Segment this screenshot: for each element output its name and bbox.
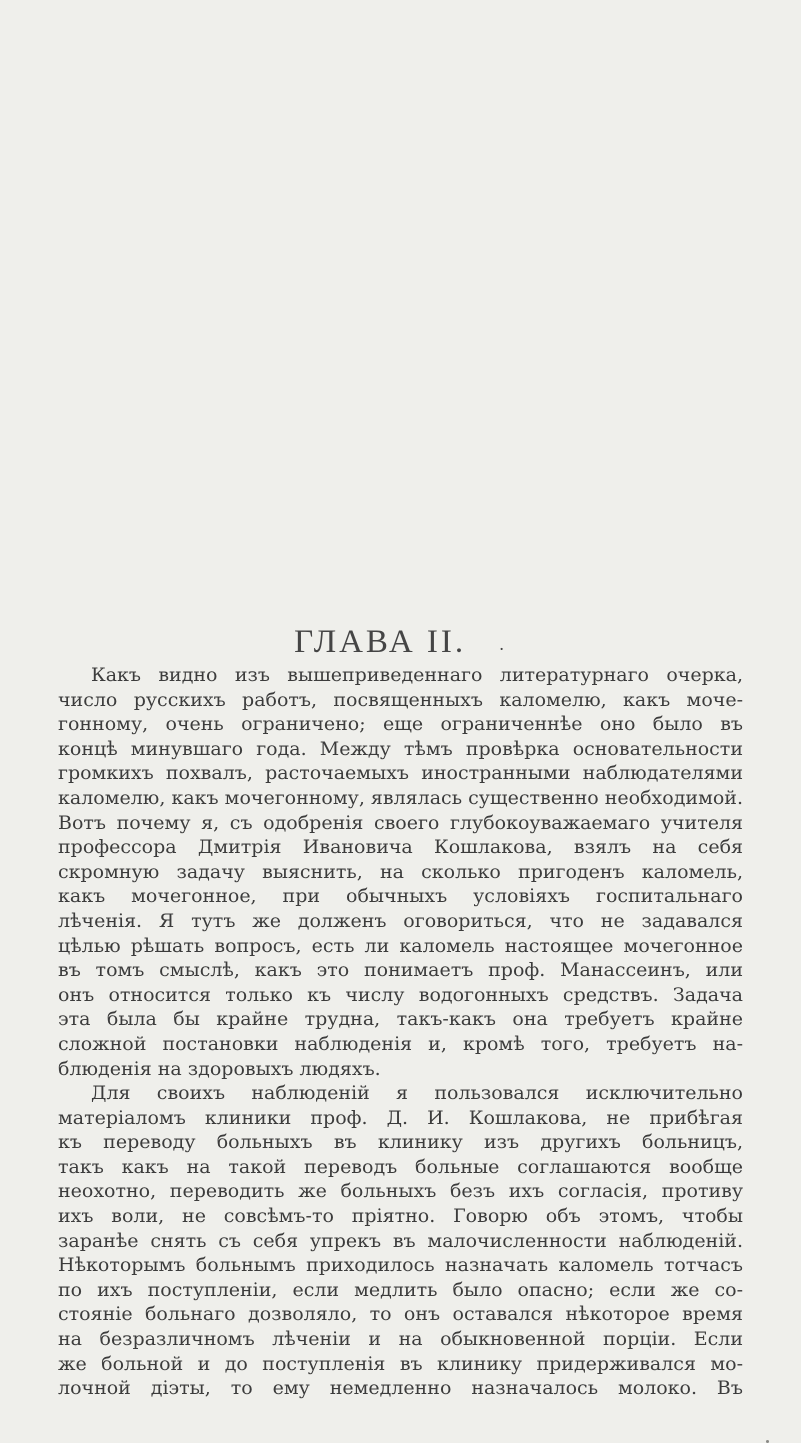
text-line: къ переводу больныхъ въ клинику изъ другихъ больницъ, xyxy=(58,1131,743,1154)
chapter-mark: . xyxy=(499,633,507,654)
text-line: профессора Дмитрія Ивановича Кошлакова, взялъ на себя xyxy=(58,836,743,859)
text-line: какъ мочегонное, при обычныхъ условіяхъ госпитальнаго xyxy=(58,885,743,908)
text-line: число русскихъ работъ, посвященныхъ каломелю, какъ моче- xyxy=(58,688,743,711)
text-line: неохотно, переводить же больныхъ безъ ихъ согласія, противу xyxy=(58,1180,743,1203)
text-line: Вотъ почему я, съ одобренія своего глубокоуважаемаго учителя xyxy=(58,811,743,834)
text-line: заранѣе снять съ себя упрекъ въ малочисленности наблюденій. xyxy=(58,1229,743,1252)
text-line: сложной постановки наблюденія и, кромѣ того, требуетъ на- xyxy=(58,1032,743,1055)
text-line: Какъ видно изъ вышеприведеннаго литературнаго очерка, xyxy=(91,664,743,686)
text-line: цѣлью рѣшать вопросъ, есть ли каломель настоящее мочегонное xyxy=(58,934,743,957)
body-text xyxy=(58,663,743,1401)
text-line: скромную задачу выяснить, на сколько пригоденъ каломель, xyxy=(58,860,743,883)
text-line: матеріаломъ клиники проф. Д. И. Кошлакова, не прибѣгая xyxy=(58,1106,743,1129)
text-line: блюденія на здоровыхъ людяхъ. xyxy=(58,1057,381,1080)
text-line: по ихъ поступленіи, если медлить было опасно; если же со- xyxy=(58,1278,743,1301)
text-line: гонному, очень ограничено; еще ограниченнѣе оно было въ xyxy=(58,713,743,736)
text-line: концѣ минувшаго года. Между тѣмъ провѣрка основательности xyxy=(58,737,743,760)
text-line: Для своихъ наблюденій я пользовался исключительно xyxy=(91,1082,743,1105)
text-line: эта была бы крайне трудна, такъ-какъ она требуетъ крайне xyxy=(58,1008,743,1031)
text-line: стояніе больнаго дозволяло, то онъ оставался нѣкоторое время xyxy=(58,1303,743,1326)
text-line: лочной діэты, то ему немедленно назначалось молоко. Въ xyxy=(58,1377,743,1400)
text-line: ихъ воли, не совсѣмъ-то пріятно. Говорю объ этомъ, чтобы xyxy=(58,1205,743,1228)
text-line: на безразличномъ лѣченіи и на обыкновенной порціи. Если xyxy=(58,1328,743,1351)
text-line: лѣченія. Я тутъ же долженъ оговориться, что не задавался xyxy=(58,909,743,932)
text-line: онъ относится только къ числу водогонныхъ средствъ. Задача xyxy=(58,983,743,1006)
text-line: громкихъ похвалъ, расточаемыхъ иностранными наблюдателями xyxy=(58,762,743,785)
chapter-title: ГЛАВА II. xyxy=(294,624,467,660)
text-line: Нѣкоторымъ больнымъ приходилось назначать каломель тотчасъ xyxy=(58,1254,743,1277)
text-line: каломелю, какъ мочегонному, являлась существенно необходимой. xyxy=(58,786,743,809)
chapter-heading xyxy=(0,624,801,661)
text-line: такъ какъ на такой переводъ больные соглашаются вообще xyxy=(58,1155,743,1178)
text-line: въ томъ смыслѣ, какъ это понимаетъ проф. Манассеинъ, или xyxy=(58,959,743,982)
text-line: же больной и до поступленія въ клинику придерживался мо- xyxy=(58,1352,743,1375)
